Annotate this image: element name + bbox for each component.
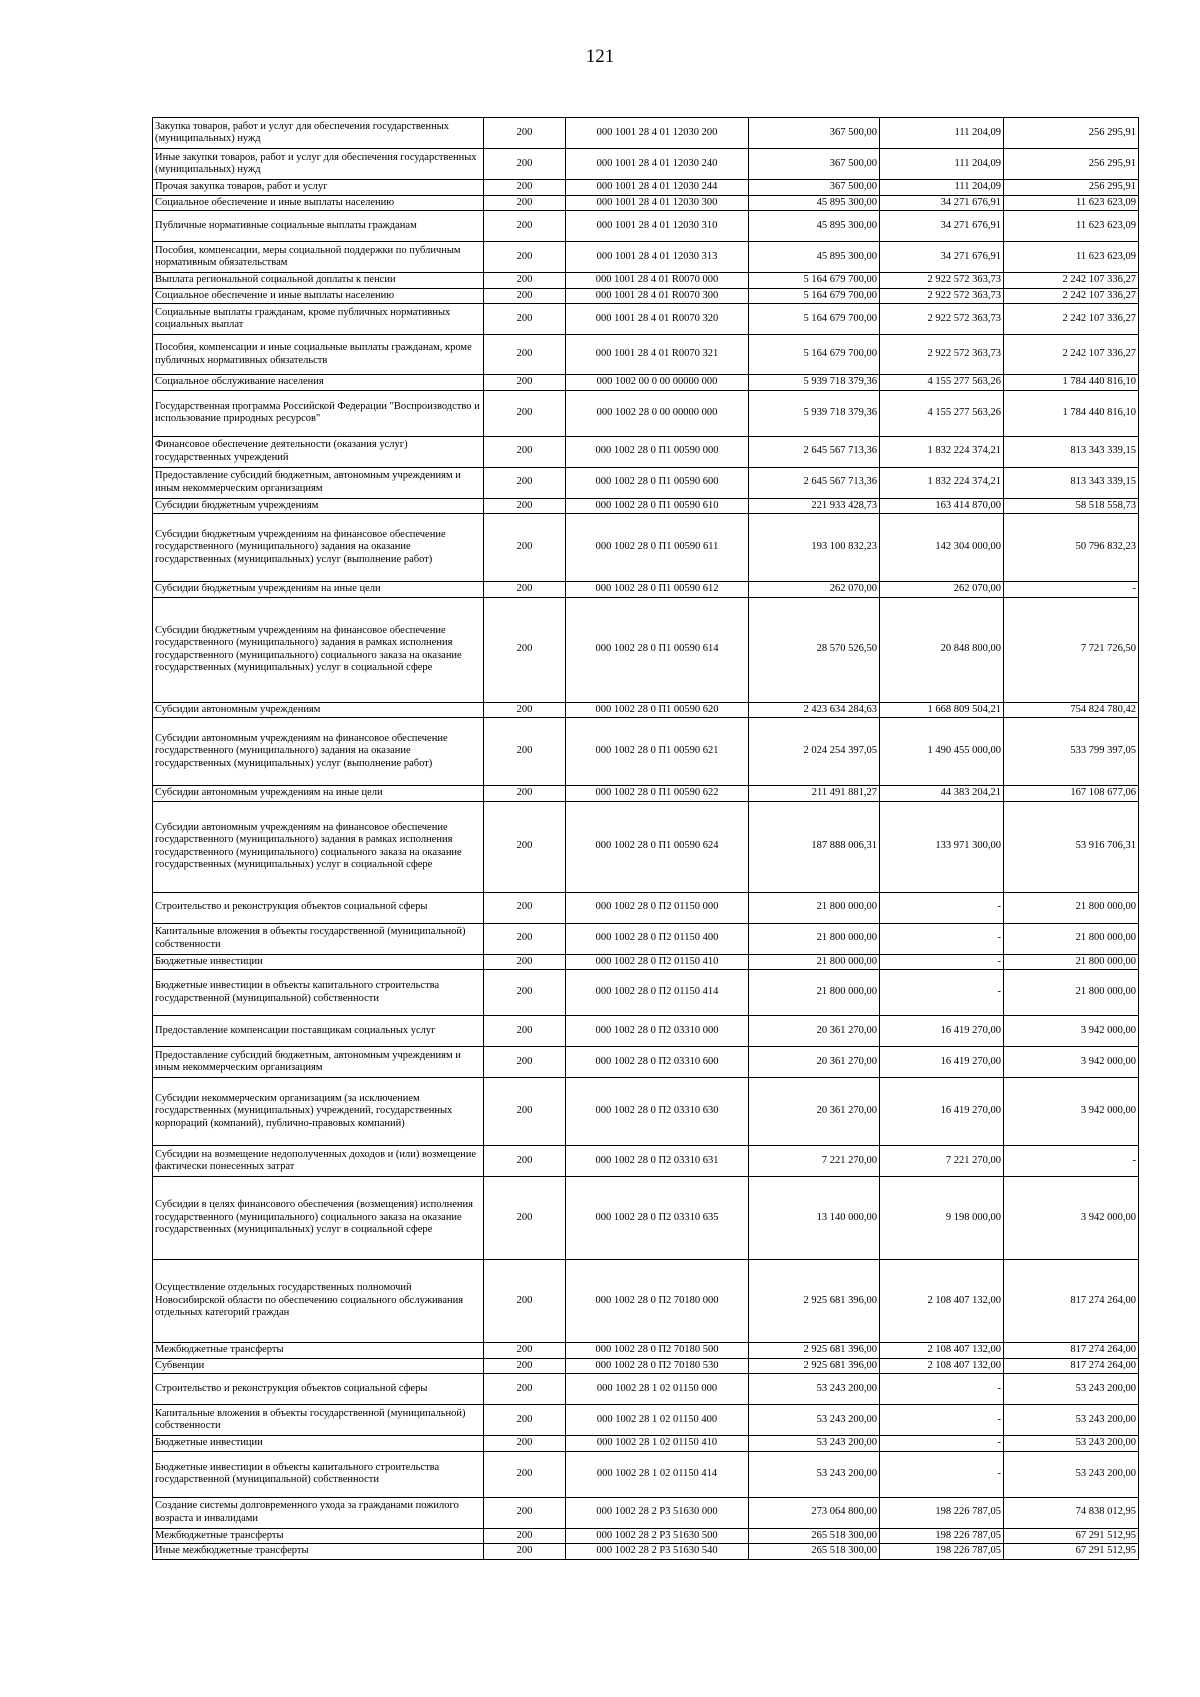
row-code-cell: 200 bbox=[484, 195, 566, 211]
row-code-cell: 200 bbox=[484, 1047, 566, 1078]
row-code-cell: 200 bbox=[484, 1260, 566, 1343]
row-code-cell: 200 bbox=[484, 892, 566, 923]
table-row bbox=[153, 1343, 1139, 1359]
row-code-cell: 200 bbox=[484, 149, 566, 180]
row-unexecuted-cell: 2 242 107 336,27 bbox=[1004, 304, 1139, 335]
table-row bbox=[153, 702, 1139, 718]
table-row bbox=[153, 786, 1139, 802]
page-number: 121 bbox=[585, 46, 615, 67]
row-name-cell: Иные закупки товаров, работ и услуг для обеспечения государственных (муниципальных) нужд bbox=[153, 149, 484, 180]
row-approved-cell: 5 164 679 700,00 bbox=[749, 288, 880, 304]
row-approved-cell: 53 243 200,00 bbox=[749, 1451, 880, 1497]
table-row bbox=[153, 195, 1139, 211]
row-classification-cell: 000 1001 28 4 01 12030 310 bbox=[566, 211, 749, 242]
row-approved-cell: 5 939 718 379,36 bbox=[749, 375, 880, 391]
row-unexecuted-cell: 2 242 107 336,27 bbox=[1004, 273, 1139, 289]
row-executed-cell: 2 922 572 363,73 bbox=[880, 335, 1004, 375]
row-executed-cell: 111 204,09 bbox=[880, 180, 1004, 196]
table-row bbox=[153, 801, 1139, 892]
row-classification-cell: 000 1002 28 0 П1 00590 000 bbox=[566, 436, 749, 467]
row-approved-cell: 367 500,00 bbox=[749, 180, 880, 196]
row-code-cell: 200 bbox=[484, 1451, 566, 1497]
table-row bbox=[153, 1146, 1139, 1177]
row-code-cell: 200 bbox=[484, 1528, 566, 1544]
row-code-cell: 200 bbox=[484, 288, 566, 304]
row-executed-cell: 2 922 572 363,73 bbox=[880, 273, 1004, 289]
row-code-cell: 200 bbox=[484, 1146, 566, 1177]
row-approved-cell: 53 243 200,00 bbox=[749, 1436, 880, 1452]
table-row bbox=[153, 1544, 1139, 1560]
row-executed-cell: 16 419 270,00 bbox=[880, 1016, 1004, 1047]
row-name-cell: Социальное обеспечение и иные выплаты населению bbox=[153, 195, 484, 211]
row-name-cell: Осуществление отдельных государственных полномочий Новосибирской области по обеспечению социального обслуживания отдельных категорий граждан bbox=[153, 1260, 484, 1343]
row-executed-cell: 4 155 277 563,26 bbox=[880, 390, 1004, 436]
row-name-cell: Государственная программа Российской Федерации "Воспроизводство и использование природных ресурсов" bbox=[153, 390, 484, 436]
row-classification-cell: 000 1002 28 0 П1 00590 610 bbox=[566, 498, 749, 514]
row-classification-cell: 000 1002 28 0 П1 00590 600 bbox=[566, 467, 749, 498]
row-classification-cell: 000 1002 28 1 02 01150 000 bbox=[566, 1374, 749, 1405]
row-executed-cell: 2 108 407 132,00 bbox=[880, 1260, 1004, 1343]
row-approved-cell: 13 140 000,00 bbox=[749, 1177, 880, 1260]
row-unexecuted-cell: 1 784 440 816,10 bbox=[1004, 390, 1139, 436]
row-code-cell: 200 bbox=[484, 582, 566, 598]
table-row bbox=[153, 375, 1139, 391]
row-classification-cell: 000 1002 28 0 П1 00590 611 bbox=[566, 514, 749, 582]
row-approved-cell: 45 895 300,00 bbox=[749, 195, 880, 211]
row-approved-cell: 21 800 000,00 bbox=[749, 892, 880, 923]
row-code-cell: 200 bbox=[484, 375, 566, 391]
row-name-cell: Бюджетные инвестиции в объекты капитального строительства государственной (муниципальной) собственности bbox=[153, 970, 484, 1016]
row-executed-cell: - bbox=[880, 1405, 1004, 1436]
row-executed-cell: - bbox=[880, 970, 1004, 1016]
row-unexecuted-cell: 58 518 558,73 bbox=[1004, 498, 1139, 514]
row-code-cell: 200 bbox=[484, 801, 566, 892]
row-approved-cell: 2 645 567 713,36 bbox=[749, 436, 880, 467]
row-name-cell: Выплата региональной социальной доплаты к пенсии bbox=[153, 273, 484, 289]
row-classification-cell: 000 1002 28 0 П1 00590 620 bbox=[566, 702, 749, 718]
row-classification-cell: 000 1001 28 4 01 12030 240 bbox=[566, 149, 749, 180]
row-name-cell: Бюджетные инвестиции bbox=[153, 1436, 484, 1452]
row-unexecuted-cell: 21 800 000,00 bbox=[1004, 923, 1139, 954]
row-unexecuted-cell: 21 800 000,00 bbox=[1004, 954, 1139, 970]
table-row bbox=[153, 1177, 1139, 1260]
row-classification-cell: 000 1001 28 4 01 12030 244 bbox=[566, 180, 749, 196]
row-code-cell: 200 bbox=[484, 702, 566, 718]
row-classification-cell: 000 1001 28 4 01 12030 313 bbox=[566, 242, 749, 273]
row-unexecuted-cell: 11 623 623,09 bbox=[1004, 195, 1139, 211]
row-executed-cell: 16 419 270,00 bbox=[880, 1078, 1004, 1146]
row-executed-cell: 7 221 270,00 bbox=[880, 1146, 1004, 1177]
row-name-cell: Капитальные вложения в объекты государственной (муниципальной) собственности bbox=[153, 923, 484, 954]
row-code-cell: 200 bbox=[484, 242, 566, 273]
row-executed-cell: 16 419 270,00 bbox=[880, 1047, 1004, 1078]
table-row bbox=[153, 390, 1139, 436]
row-code-cell: 200 bbox=[484, 514, 566, 582]
row-name-cell: Межбюджетные трансферты bbox=[153, 1343, 484, 1359]
row-unexecuted-cell: 67 291 512,95 bbox=[1004, 1544, 1139, 1560]
table-row bbox=[153, 1374, 1139, 1405]
table-row bbox=[153, 1260, 1139, 1343]
row-approved-cell: 21 800 000,00 bbox=[749, 923, 880, 954]
table-row bbox=[153, 1436, 1139, 1452]
row-unexecuted-cell: - bbox=[1004, 582, 1139, 598]
row-classification-cell: 000 1002 00 0 00 00000 000 bbox=[566, 375, 749, 391]
table-row bbox=[153, 923, 1139, 954]
table-row bbox=[153, 273, 1139, 289]
row-unexecuted-cell: 3 942 000,00 bbox=[1004, 1047, 1139, 1078]
row-approved-cell: 53 243 200,00 bbox=[749, 1374, 880, 1405]
row-unexecuted-cell: 21 800 000,00 bbox=[1004, 892, 1139, 923]
row-approved-cell: 2 925 681 396,00 bbox=[749, 1358, 880, 1374]
row-approved-cell: 211 491 881,27 bbox=[749, 786, 880, 802]
table-row bbox=[153, 1016, 1139, 1047]
row-executed-cell: 198 226 787,05 bbox=[880, 1528, 1004, 1544]
row-unexecuted-cell: 754 824 780,42 bbox=[1004, 702, 1139, 718]
row-name-cell: Субсидии некоммерческим организациям (за исключением государственных (муниципальных) учреждений, государственных корпораций (компаний), публично-правовых компаний) bbox=[153, 1078, 484, 1146]
row-unexecuted-cell: 533 799 397,05 bbox=[1004, 718, 1139, 786]
row-classification-cell: 000 1002 28 2 P3 51630 000 bbox=[566, 1497, 749, 1528]
row-executed-cell: 163 414 870,00 bbox=[880, 498, 1004, 514]
row-name-cell: Пособия, компенсации и иные социальные выплаты гражданам, кроме публичных нормативных обязательств bbox=[153, 335, 484, 375]
row-name-cell: Пособия, компенсации, меры социальной поддержки по публичным нормативным обязательствам bbox=[153, 242, 484, 273]
row-name-cell: Капитальные вложения в объекты государственной (муниципальной) собственности bbox=[153, 1405, 484, 1436]
row-approved-cell: 262 070,00 bbox=[749, 582, 880, 598]
row-approved-cell: 2 925 681 396,00 bbox=[749, 1343, 880, 1359]
row-unexecuted-cell: 1 784 440 816,10 bbox=[1004, 375, 1139, 391]
row-unexecuted-cell: 256 295,91 bbox=[1004, 180, 1139, 196]
row-approved-cell: 20 361 270,00 bbox=[749, 1078, 880, 1146]
row-code-cell: 200 bbox=[484, 180, 566, 196]
row-executed-cell: 2 108 407 132,00 bbox=[880, 1358, 1004, 1374]
row-executed-cell: 34 271 676,91 bbox=[880, 242, 1004, 273]
row-classification-cell: 000 1002 28 0 П1 00590 624 bbox=[566, 801, 749, 892]
row-code-cell: 200 bbox=[484, 467, 566, 498]
row-name-cell: Социальное обеспечение и иные выплаты населению bbox=[153, 288, 484, 304]
row-approved-cell: 7 221 270,00 bbox=[749, 1146, 880, 1177]
row-name-cell: Иные межбюджетные трансферты bbox=[153, 1544, 484, 1560]
row-approved-cell: 45 895 300,00 bbox=[749, 211, 880, 242]
row-name-cell: Закупка товаров, работ и услуг для обеспечения государственных (муниципальных) нужд bbox=[153, 118, 484, 149]
table-row bbox=[153, 892, 1139, 923]
row-unexecuted-cell: 67 291 512,95 bbox=[1004, 1528, 1139, 1544]
table-row bbox=[153, 1528, 1139, 1544]
row-code-cell: 200 bbox=[484, 1078, 566, 1146]
table-row bbox=[153, 288, 1139, 304]
row-classification-cell: 000 1002 28 0 П2 03310 600 bbox=[566, 1047, 749, 1078]
table-row bbox=[153, 335, 1139, 375]
row-executed-cell: 1 832 224 374,21 bbox=[880, 436, 1004, 467]
row-code-cell: 200 bbox=[484, 1497, 566, 1528]
row-unexecuted-cell: 256 295,91 bbox=[1004, 118, 1139, 149]
row-name-cell: Субсидии в целях финансового обеспечения (возмещения) исполнения государственного (муниципального) социального заказа на оказание государственных (муниципальных) услуг в социальной сфере bbox=[153, 1177, 484, 1260]
row-approved-cell: 45 895 300,00 bbox=[749, 242, 880, 273]
row-approved-cell: 20 361 270,00 bbox=[749, 1047, 880, 1078]
row-approved-cell: 221 933 428,73 bbox=[749, 498, 880, 514]
row-executed-cell: 4 155 277 563,26 bbox=[880, 375, 1004, 391]
row-classification-cell: 000 1002 28 0 П1 00590 621 bbox=[566, 718, 749, 786]
row-approved-cell: 2 645 567 713,36 bbox=[749, 467, 880, 498]
row-approved-cell: 265 518 300,00 bbox=[749, 1544, 880, 1560]
row-unexecuted-cell: 53 916 706,31 bbox=[1004, 801, 1139, 892]
row-unexecuted-cell: 813 343 339,15 bbox=[1004, 467, 1139, 498]
row-executed-cell: 1 832 224 374,21 bbox=[880, 467, 1004, 498]
table-row bbox=[153, 211, 1139, 242]
row-code-cell: 200 bbox=[484, 970, 566, 1016]
row-classification-cell: 000 1002 28 0 П2 03310 000 bbox=[566, 1016, 749, 1047]
row-name-cell: Субсидии бюджетным учреждениям bbox=[153, 498, 484, 514]
row-executed-cell: 142 304 000,00 bbox=[880, 514, 1004, 582]
row-approved-cell: 2 925 681 396,00 bbox=[749, 1260, 880, 1343]
row-classification-cell: 000 1001 28 4 01 12030 300 bbox=[566, 195, 749, 211]
row-classification-cell: 000 1002 28 0 П2 03310 631 bbox=[566, 1146, 749, 1177]
table-row bbox=[153, 1358, 1139, 1374]
row-executed-cell: - bbox=[880, 892, 1004, 923]
row-executed-cell: - bbox=[880, 923, 1004, 954]
row-name-cell: Создание системы долговременного ухода за гражданами пожилого возраста и инвалидами bbox=[153, 1497, 484, 1528]
row-executed-cell: 44 383 204,21 bbox=[880, 786, 1004, 802]
row-classification-cell: 000 1002 28 0 П2 70180 530 bbox=[566, 1358, 749, 1374]
row-approved-cell: 28 570 526,50 bbox=[749, 597, 880, 702]
row-executed-cell: - bbox=[880, 1451, 1004, 1497]
row-name-cell: Субсидии автономным учреждениям на финансовое обеспечение государственного (муниципального) задания в рамках исполнения государственного (муниципального) социального заказа на оказание государственных (муниципальных) услуг в социальной сфере bbox=[153, 801, 484, 892]
row-code-cell: 200 bbox=[484, 1405, 566, 1436]
row-executed-cell: 262 070,00 bbox=[880, 582, 1004, 598]
row-classification-cell: 000 1002 28 1 02 01150 400 bbox=[566, 1405, 749, 1436]
table-row bbox=[153, 467, 1139, 498]
row-name-cell: Субсидии на возмещение недополученных доходов и (или) возмещение фактически понесенных затрат bbox=[153, 1146, 484, 1177]
row-executed-cell: 111 204,09 bbox=[880, 118, 1004, 149]
row-executed-cell: - bbox=[880, 1436, 1004, 1452]
row-unexecuted-cell: 3 942 000,00 bbox=[1004, 1016, 1139, 1047]
row-code-cell: 200 bbox=[484, 1016, 566, 1047]
row-code-cell: 200 bbox=[484, 304, 566, 335]
row-approved-cell: 187 888 006,31 bbox=[749, 801, 880, 892]
row-unexecuted-cell: 74 838 012,95 bbox=[1004, 1497, 1139, 1528]
table-row bbox=[153, 118, 1139, 149]
row-classification-cell: 000 1002 28 1 02 01150 414 bbox=[566, 1451, 749, 1497]
row-unexecuted-cell: 7 721 726,50 bbox=[1004, 597, 1139, 702]
row-executed-cell: 34 271 676,91 bbox=[880, 195, 1004, 211]
row-approved-cell: 53 243 200,00 bbox=[749, 1405, 880, 1436]
row-classification-cell: 000 1001 28 4 01 R0070 320 bbox=[566, 304, 749, 335]
table-row bbox=[153, 1078, 1139, 1146]
row-name-cell: Предоставление компенсации поставщикам социальных услуг bbox=[153, 1016, 484, 1047]
row-approved-cell: 5 939 718 379,36 bbox=[749, 390, 880, 436]
table-row bbox=[153, 954, 1139, 970]
row-classification-cell: 000 1001 28 4 01 R0070 321 bbox=[566, 335, 749, 375]
table-row bbox=[153, 1047, 1139, 1078]
row-executed-cell: 1 668 809 504,21 bbox=[880, 702, 1004, 718]
table-row bbox=[153, 498, 1139, 514]
row-classification-cell: 000 1002 28 0 П2 70180 000 bbox=[566, 1260, 749, 1343]
row-name-cell: Строительство и реконструкция объектов социальной сферы bbox=[153, 1374, 484, 1405]
row-executed-cell: 111 204,09 bbox=[880, 149, 1004, 180]
row-executed-cell: 34 271 676,91 bbox=[880, 211, 1004, 242]
table-row bbox=[153, 718, 1139, 786]
row-code-cell: 200 bbox=[484, 1544, 566, 1560]
row-unexecuted-cell: 21 800 000,00 bbox=[1004, 970, 1139, 1016]
row-approved-cell: 2 024 254 397,05 bbox=[749, 718, 880, 786]
row-classification-cell: 000 1002 28 0 00 00000 000 bbox=[566, 390, 749, 436]
row-name-cell: Строительство и реконструкция объектов социальной сферы bbox=[153, 892, 484, 923]
table-row bbox=[153, 1451, 1139, 1497]
row-classification-cell: 000 1002 28 0 П1 00590 612 bbox=[566, 582, 749, 598]
table-row bbox=[153, 1497, 1139, 1528]
row-executed-cell: 1 490 455 000,00 bbox=[880, 718, 1004, 786]
row-approved-cell: 20 361 270,00 bbox=[749, 1016, 880, 1047]
row-name-cell: Субсидии автономным учреждениям на финансовое обеспечение государственного (муниципального) задания на оказание государственных (муниципальных) услуг (выполнение работ) bbox=[153, 718, 484, 786]
table-row bbox=[153, 970, 1139, 1016]
row-classification-cell: 000 1001 28 4 01 R0070 000 bbox=[566, 273, 749, 289]
row-name-cell: Субсидии бюджетным учреждениям на финансовое обеспечение государственного (муниципального) задания в рамках исполнения государственного (муниципального) социального заказа на оказание государственных (муниципальных) услуг в социальной сфере bbox=[153, 597, 484, 702]
row-approved-cell: 21 800 000,00 bbox=[749, 970, 880, 1016]
table-row bbox=[153, 514, 1139, 582]
row-code-cell: 200 bbox=[484, 1358, 566, 1374]
row-unexecuted-cell: 3 942 000,00 bbox=[1004, 1177, 1139, 1260]
row-unexecuted-cell: - bbox=[1004, 1146, 1139, 1177]
row-name-cell: Субсидии автономным учреждениям на иные цели bbox=[153, 786, 484, 802]
table-row bbox=[153, 304, 1139, 335]
row-executed-cell: 20 848 800,00 bbox=[880, 597, 1004, 702]
row-classification-cell: 000 1002 28 0 П2 01150 410 bbox=[566, 954, 749, 970]
row-approved-cell: 367 500,00 bbox=[749, 149, 880, 180]
row-code-cell: 200 bbox=[484, 118, 566, 149]
row-classification-cell: 000 1002 28 0 П1 00590 622 bbox=[566, 786, 749, 802]
row-name-cell: Субсидии бюджетным учреждениям на иные цели bbox=[153, 582, 484, 598]
row-name-cell: Субсидии бюджетным учреждениям на финансовое обеспечение государственного (муниципального) задания на оказание государственных (муниципальных) услуг (выполнение работ) bbox=[153, 514, 484, 582]
row-approved-cell: 21 800 000,00 bbox=[749, 954, 880, 970]
row-classification-cell: 000 1002 28 0 П2 03310 630 bbox=[566, 1078, 749, 1146]
row-executed-cell: - bbox=[880, 1374, 1004, 1405]
table-body bbox=[153, 118, 1139, 1560]
row-classification-cell: 000 1001 28 4 01 12030 200 bbox=[566, 118, 749, 149]
table-row bbox=[153, 180, 1139, 196]
row-unexecuted-cell: 256 295,91 bbox=[1004, 149, 1139, 180]
table-row bbox=[153, 242, 1139, 273]
table-row bbox=[153, 582, 1139, 598]
row-name-cell: Предоставление субсидий бюджетным, автономным учреждениям и иным некоммерческим организациям bbox=[153, 467, 484, 498]
row-code-cell: 200 bbox=[484, 1343, 566, 1359]
row-code-cell: 200 bbox=[484, 954, 566, 970]
row-approved-cell: 2 423 634 284,63 bbox=[749, 702, 880, 718]
row-unexecuted-cell: 817 274 264,00 bbox=[1004, 1343, 1139, 1359]
row-name-cell: Публичные нормативные социальные выплаты гражданам bbox=[153, 211, 484, 242]
row-code-cell: 200 bbox=[484, 273, 566, 289]
row-approved-cell: 265 518 300,00 bbox=[749, 1528, 880, 1544]
row-name-cell: Бюджетные инвестиции bbox=[153, 954, 484, 970]
row-name-cell: Субвенции bbox=[153, 1358, 484, 1374]
row-unexecuted-cell: 53 243 200,00 bbox=[1004, 1405, 1139, 1436]
row-code-cell: 200 bbox=[484, 597, 566, 702]
row-code-cell: 200 bbox=[484, 1436, 566, 1452]
row-approved-cell: 5 164 679 700,00 bbox=[749, 304, 880, 335]
row-code-cell: 200 bbox=[484, 498, 566, 514]
row-classification-cell: 000 1002 28 0 П1 00590 614 bbox=[566, 597, 749, 702]
row-unexecuted-cell: 2 242 107 336,27 bbox=[1004, 335, 1139, 375]
row-name-cell: Бюджетные инвестиции в объекты капитального строительства государственной (муниципальной) собственности bbox=[153, 1451, 484, 1497]
row-executed-cell: 198 226 787,05 bbox=[880, 1497, 1004, 1528]
budget-execution-table bbox=[152, 117, 1139, 1560]
row-unexecuted-cell: 817 274 264,00 bbox=[1004, 1260, 1139, 1343]
row-unexecuted-cell: 2 242 107 336,27 bbox=[1004, 288, 1139, 304]
row-classification-cell: 000 1002 28 0 П2 01150 414 bbox=[566, 970, 749, 1016]
row-unexecuted-cell: 53 243 200,00 bbox=[1004, 1451, 1139, 1497]
row-executed-cell: 2 922 572 363,73 bbox=[880, 304, 1004, 335]
row-unexecuted-cell: 813 343 339,15 bbox=[1004, 436, 1139, 467]
row-code-cell: 200 bbox=[484, 786, 566, 802]
row-name-cell: Субсидии автономным учреждениям bbox=[153, 702, 484, 718]
row-unexecuted-cell: 817 274 264,00 bbox=[1004, 1358, 1139, 1374]
row-name-cell: Социальные выплаты гражданам, кроме публичных нормативных социальных выплат bbox=[153, 304, 484, 335]
row-code-cell: 200 bbox=[484, 335, 566, 375]
row-classification-cell: 000 1002 28 0 П2 70180 500 bbox=[566, 1343, 749, 1359]
row-unexecuted-cell: 11 623 623,09 bbox=[1004, 242, 1139, 273]
row-name-cell: Социальное обслуживание населения bbox=[153, 375, 484, 391]
row-executed-cell: 198 226 787,05 bbox=[880, 1544, 1004, 1560]
row-classification-cell: 000 1002 28 0 П2 01150 000 bbox=[566, 892, 749, 923]
row-unexecuted-cell: 50 796 832,23 bbox=[1004, 514, 1139, 582]
row-classification-cell: 000 1002 28 1 02 01150 410 bbox=[566, 1436, 749, 1452]
row-unexecuted-cell: 167 108 677,06 bbox=[1004, 786, 1139, 802]
row-approved-cell: 367 500,00 bbox=[749, 118, 880, 149]
row-unexecuted-cell: 53 243 200,00 bbox=[1004, 1436, 1139, 1452]
table-row bbox=[153, 436, 1139, 467]
row-code-cell: 200 bbox=[484, 718, 566, 786]
row-classification-cell: 000 1002 28 2 P3 51630 540 bbox=[566, 1544, 749, 1560]
row-approved-cell: 273 064 800,00 bbox=[749, 1497, 880, 1528]
row-executed-cell: - bbox=[880, 954, 1004, 970]
row-name-cell: Предоставление субсидий бюджетным, автономным учреждениям и иным некоммерческим организациям bbox=[153, 1047, 484, 1078]
row-executed-cell: 9 198 000,00 bbox=[880, 1177, 1004, 1260]
row-classification-cell: 000 1002 28 0 П2 03310 635 bbox=[566, 1177, 749, 1260]
row-name-cell: Межбюджетные трансферты bbox=[153, 1528, 484, 1544]
row-name-cell: Прочая закупка товаров, работ и услуг bbox=[153, 180, 484, 196]
row-unexecuted-cell: 11 623 623,09 bbox=[1004, 211, 1139, 242]
row-code-cell: 200 bbox=[484, 211, 566, 242]
row-executed-cell: 133 971 300,00 bbox=[880, 801, 1004, 892]
row-code-cell: 200 bbox=[484, 1374, 566, 1405]
row-unexecuted-cell: 53 243 200,00 bbox=[1004, 1374, 1139, 1405]
row-classification-cell: 000 1001 28 4 01 R0070 300 bbox=[566, 288, 749, 304]
row-executed-cell: 2 108 407 132,00 bbox=[880, 1343, 1004, 1359]
row-code-cell: 200 bbox=[484, 1177, 566, 1260]
row-classification-cell: 000 1002 28 2 P3 51630 500 bbox=[566, 1528, 749, 1544]
table-row bbox=[153, 597, 1139, 702]
table-row bbox=[153, 149, 1139, 180]
row-unexecuted-cell: 3 942 000,00 bbox=[1004, 1078, 1139, 1146]
row-code-cell: 200 bbox=[484, 436, 566, 467]
row-classification-cell: 000 1002 28 0 П2 01150 400 bbox=[566, 923, 749, 954]
row-approved-cell: 5 164 679 700,00 bbox=[749, 273, 880, 289]
row-executed-cell: 2 922 572 363,73 bbox=[880, 288, 1004, 304]
row-code-cell: 200 bbox=[484, 390, 566, 436]
row-approved-cell: 193 100 832,23 bbox=[749, 514, 880, 582]
row-code-cell: 200 bbox=[484, 923, 566, 954]
row-approved-cell: 5 164 679 700,00 bbox=[749, 335, 880, 375]
table-row bbox=[153, 1405, 1139, 1436]
row-name-cell: Финансовое обеспечение деятельности (оказания услуг) государственных учреждений bbox=[153, 436, 484, 467]
